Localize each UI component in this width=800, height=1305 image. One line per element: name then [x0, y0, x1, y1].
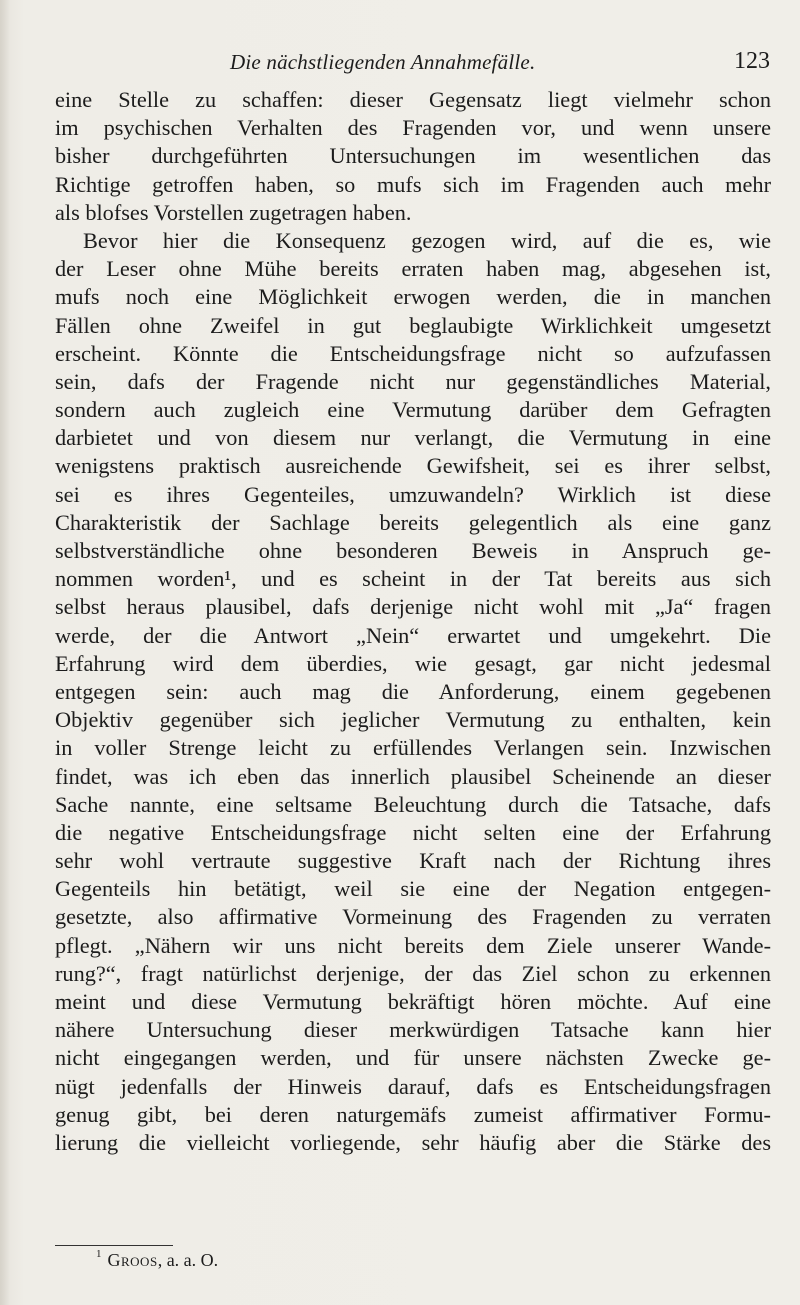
text-line: darbietet und von diesem nur verlangt, die Vermutung in eine — [55, 425, 771, 451]
text-line: nähere Untersuchung dieser merkwürdigen Tatsache kann hier — [55, 1017, 771, 1043]
text-line: meint und diese Vermutung bekräftigt hören möchte. Auf eine — [55, 989, 771, 1014]
text-line: wenigstens praktisch ausreichende Gewifsheit, sei es ihrer selbst, — [55, 453, 771, 479]
text-line: mufs noch eine Möglichkeit erwogen werden, die in manchen — [55, 284, 771, 310]
text-line: erscheint. Könnte die Entscheidungsfrage nicht so aufzufassen — [55, 340, 771, 366]
text-line: der Leser ohne Mühe bereits erraten haben mag, abgesehen ist, — [55, 256, 771, 282]
footnote-rule — [55, 1245, 173, 1246]
page-number: 123 — [734, 48, 770, 74]
text-line: sei es ihres Gegenteiles, umzuwandeln? Wirklich ist diese — [55, 481, 771, 507]
text-line: lierung die vielleicht vorliegende, sehr häufig aber die Stärke des — [55, 1129, 771, 1155]
text-line: nicht eingegangen werden, und für unsere nächsten Zwecke ge- — [55, 1045, 771, 1071]
text-line: im psychischen Verhalten des Fragenden vor, und wenn unsere — [55, 115, 771, 141]
text-line: sondern auch zugleich eine Vermutung darüber dem Gefragten — [55, 397, 771, 423]
text-line: als blofses Vorstellen zugetragen haben. — [55, 199, 412, 225]
text-line: nügt jedenfalls der Hinweis darauf, dafs es Entscheidungsfragen — [55, 1073, 771, 1099]
body-text — [55, 86, 771, 1157]
text-line: pflegt. „Nähern wir uns nicht bereits dem Ziele unserer Wande- — [55, 932, 771, 958]
text-line: genug gibt, bei deren naturgemäfs zumeist affirmativer Formu- — [55, 1101, 771, 1127]
text-line: Objektiv gegenüber sich jeglicher Vermutung zu enthalten, kein — [55, 707, 771, 733]
text-line: Charakteristik der Sachlage bereits gelegentlich als eine ganz — [55, 509, 771, 535]
text-line: sein, dafs der Fragende nicht nur gegenständliches Material, — [55, 368, 771, 394]
text-line: rung?“, fragt natürlichst derjenige, der das Ziel schon zu erkennen — [55, 960, 771, 986]
text-line: Richtige getroffen haben, so mufs sich im Fragenden auch mehr — [55, 171, 771, 197]
text-line: sehr wohl vertraute suggestive Kraft nach der Richtung ihres — [55, 848, 771, 874]
text-line: gesetzte, also affirmative Vormeinung des Fragenden zu verraten — [55, 904, 771, 930]
text-line: Gegenteils hin betätigt, weil sie eine der Negation entgegen- — [55, 876, 771, 902]
text-line: Erfahrung wird dem überdies, wie gesagt, gar nicht jedesmal — [55, 650, 771, 676]
text-line: selbstverständliche ohne besonderen Beweis in Anspruch ge- — [55, 538, 771, 563]
text-line: Fällen ohne Zweifel in gut beglaubigte Wirklichkeit umgesetzt — [55, 312, 771, 338]
footnote-author: Groos — [107, 1250, 158, 1270]
text-line: Bevor hier die Konsequenz gezogen wird, auf die es, wie — [83, 227, 771, 253]
text-line: in voller Strenge leicht zu erfüllendes Verlangen sein. Inzwischen — [55, 735, 771, 761]
text-line: nommen worden¹, und es scheint in der Tat bereits aus sich — [55, 566, 771, 592]
text-line: findet, was ich eben das innerlich plausibel Scheinende an dieser — [55, 763, 771, 789]
text-line: eine Stelle zu schaffen: dieser Gegensatz liegt vielmehr schon — [55, 87, 771, 112]
page-gutter-shadow — [0, 0, 10, 1305]
text-line: werde, der die Antwort „Nein“ erwartet und umgekehrt. Die — [55, 622, 771, 648]
text-line: entgegen sein: auch mag die Anforderung, einem gegebenen — [55, 678, 771, 704]
footnote-rest: , a. a. O. — [157, 1250, 219, 1270]
text-line: Sache nannte, eine seltsame Beleuchtung durch die Tatsache, dafs — [55, 791, 771, 817]
page-header — [230, 50, 770, 82]
running-title: Die nächstliegenden Annahmefälle. — [230, 50, 536, 74]
text-line: selbst heraus plausibel, dafs derjenige nicht wohl mit „Ja“ fragen — [55, 594, 771, 620]
footnote-marker: 1 — [96, 1248, 102, 1260]
text-line: bisher durchgeführten Untersuchungen im wesentlichen das — [55, 143, 771, 169]
text-line: die negative Entscheidungsfrage nicht selten eine der Erfahrung — [55, 819, 771, 845]
footnote — [96, 1250, 218, 1271]
